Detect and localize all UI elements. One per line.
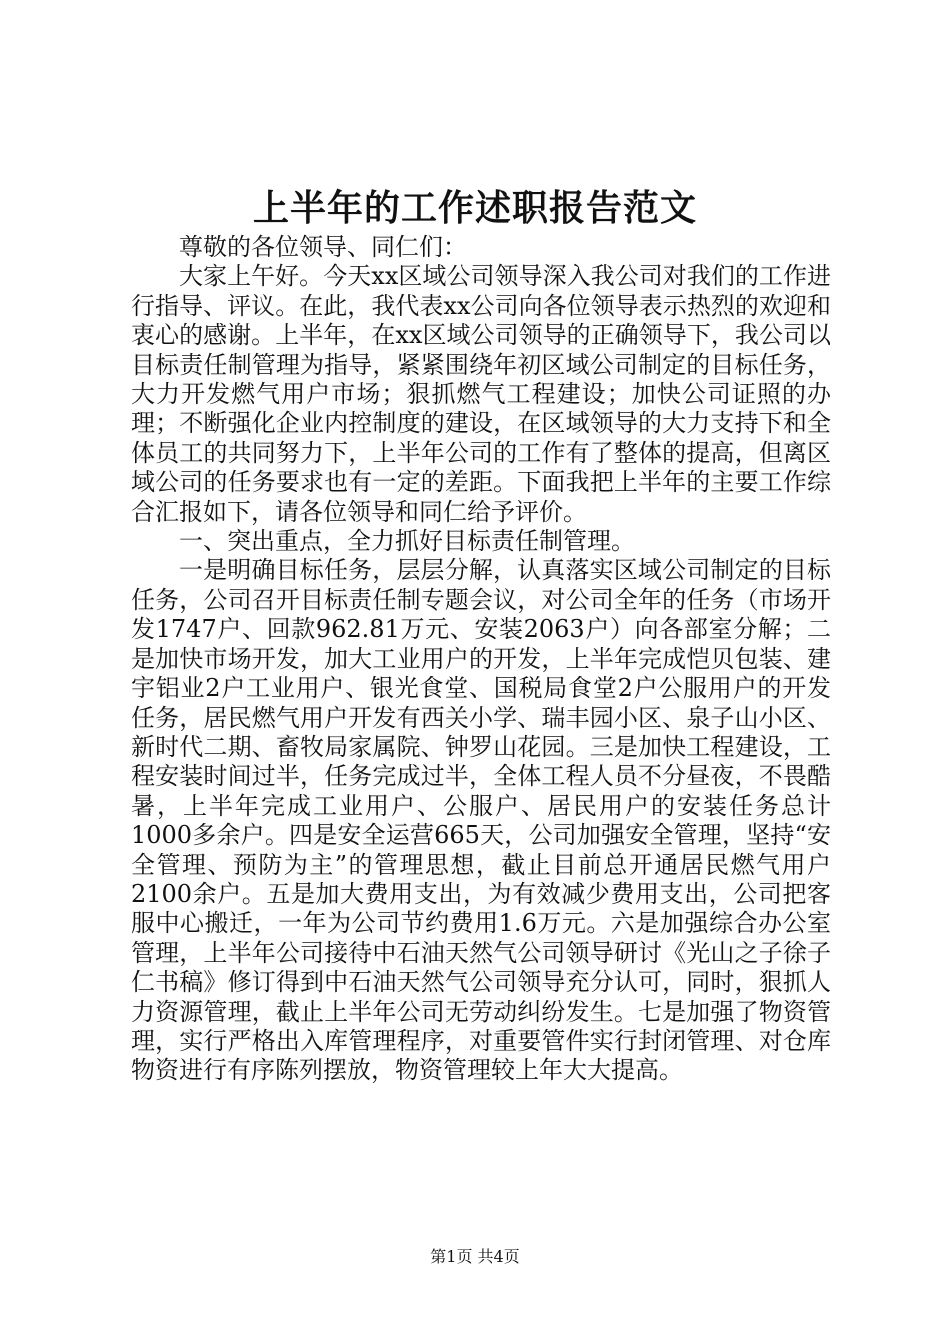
document-body xyxy=(131,233,831,1086)
section-heading: 一、突出重点，全力抓好目标责任制管理。 xyxy=(179,527,635,556)
salutation: 尊敬的各位领导、同仁们： xyxy=(179,233,467,261)
paragraph-details: 一是明确目标任务，层层分解，认真落实区域公司制定的目标任务，公司召开目标责任制专题会议，对公司全年的任务（市场开发1747户、回款962.81万元、安装2063户）向各部室分解；二是加快市场开发，加大工业用户的开发，上半年完成恺贝包装、建宇铝业2户工业用户、银光食堂、国税局食堂2户公服用户的开发任务，居民燃气用户开发有西关小学、瑞丰园小区、泉子山小区、新时代二期、畜牧局家属院、钟罗山花园。三是加快工程建设，工程安装时间过半，任务完成过半，全体工程人员不分昼夜，不畏酷暑，上半年完成工业用户、公服户、居民用户的安装任务总计1000多余户。四是安全运营665天，公司加强安全管理，坚持“安全管理、预防为主”的管理思想，截止目前总开通居民燃气用户2100余户。五是加大费用支出，为有效减少费用支出，公司把客服中心搬迁，一年为公司节约费用1.6万元。六是加强综合办公室管理，上半年公司接待中石油天然气公司领导研讨《光山之子徐子仁书稿》修订得到中石油天然气公司领导充分认可，同时，狠抓人力资源管理，截止上半年公司无劳动纠纷发生。七是加强了物资管理，实行严格出入库管理程序，对重要管件实行封闭管理、对仓库物资进行有序陈列摆放，物资管理较上年大大提高。 xyxy=(131,556,831,1085)
document-title: 上半年的工作述职报告范文 xyxy=(252,187,697,229)
page-indicator: 第1页 共4页 xyxy=(430,1247,520,1266)
paragraph-intro: 大家上午好。今天xx区域公司领导深入我公司对我们的工作进行指导、评议。在此，我代表xx公司向各位领导表示热烈的欢迎和衷心的感谢。上半年，在xx区域公司领导的正确领导下，我公司以目标责任制管理为指导，紧紧围绕年初区域公司制定的目标任务，大力开发燃气用户市场；狠抓燃气工程建设；加快公司证照的办理；不断强化企业内控制度的建设，在区域领导的大力支持下和全体员工的共同努力下，上半年公司的工作有了整体的提高，但离区域公司的任务要求也有一定的差距。下面我把上半年的主要工作综合汇报如下，请各位领导和同仁给予评价。 xyxy=(131,262,831,526)
